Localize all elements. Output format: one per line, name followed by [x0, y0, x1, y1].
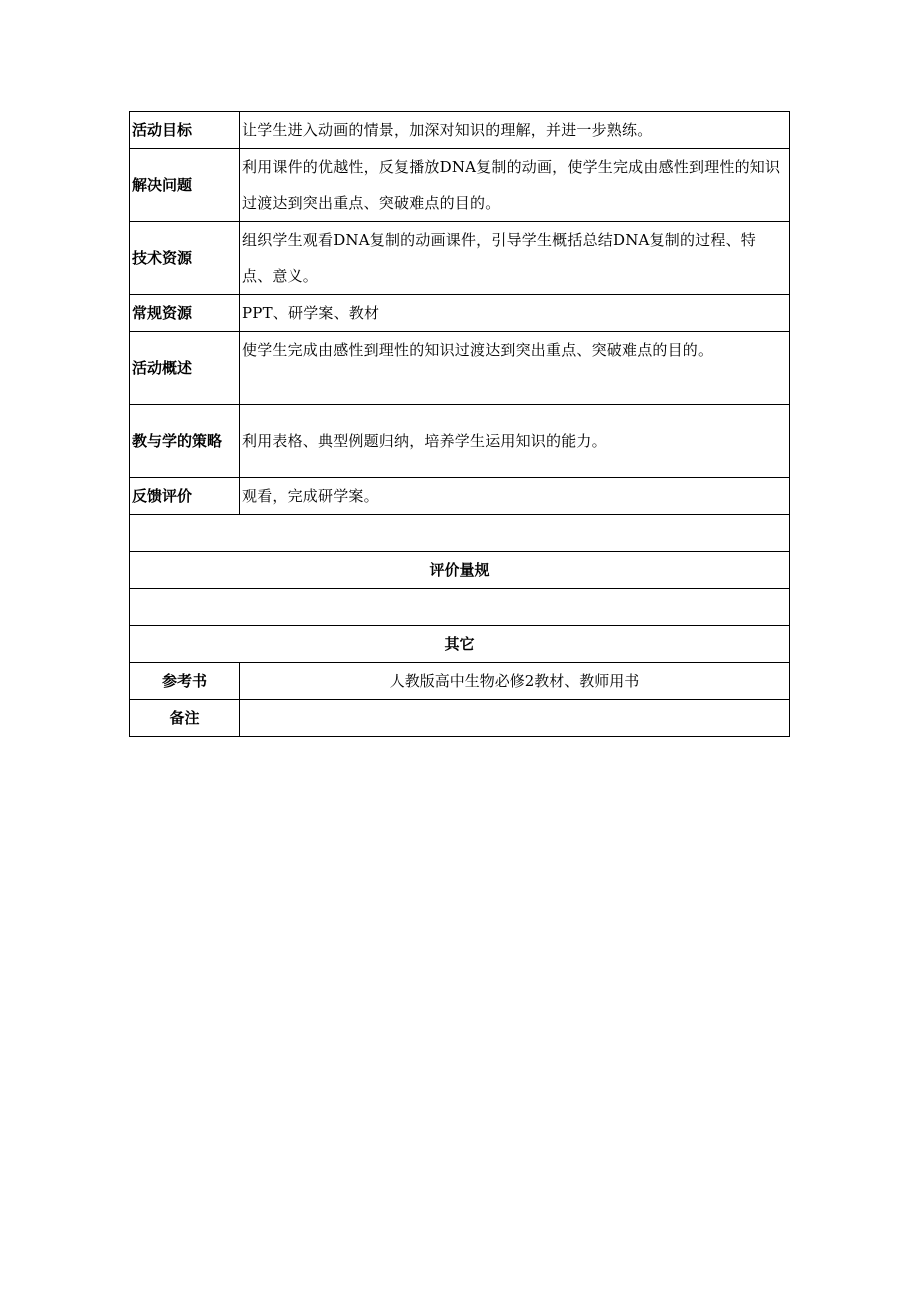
table-row	[130, 222, 790, 295]
table-row	[130, 149, 790, 222]
table-row	[130, 332, 790, 405]
empty-row	[130, 515, 790, 552]
remarks-label: 备注	[130, 700, 240, 737]
reference-label: 参考书	[130, 663, 240, 700]
remarks-content	[240, 700, 790, 737]
row-content: 利用课件的优越性，反复播放DNA复制的动画，使学生完成由感性到理性的知识过渡达到突出重点、突破难点的目的。	[240, 149, 790, 222]
row-label: 反馈评价	[130, 478, 240, 515]
empty-cell	[130, 589, 790, 626]
lesson-plan-table	[129, 111, 790, 737]
evaluation-rubric-heading: 评价量规	[130, 552, 790, 589]
reference-row	[130, 663, 790, 700]
empty-row	[130, 589, 790, 626]
table-row	[130, 295, 790, 332]
table-row	[130, 478, 790, 515]
row-content: 使学生完成由感性到理性的知识过渡达到突出重点、突破难点的目的。	[240, 332, 790, 405]
section-header-row	[130, 626, 790, 663]
row-content: 让学生进入动画的情景，加深对知识的理解，并进一步熟练。	[240, 112, 790, 149]
section-header-row	[130, 552, 790, 589]
remarks-row	[130, 700, 790, 737]
table-row	[130, 405, 790, 478]
table-row	[130, 112, 790, 149]
other-heading: 其它	[130, 626, 790, 663]
row-content: 利用表格、典型例题归纳，培养学生运用知识的能力。	[240, 405, 790, 478]
row-label: 活动概述	[130, 332, 240, 405]
row-label: 常规资源	[130, 295, 240, 332]
empty-cell	[130, 515, 790, 552]
row-label: 教与学的策略	[130, 405, 240, 478]
row-label: 解决问题	[130, 149, 240, 222]
row-label: 技术资源	[130, 222, 240, 295]
row-content: 组织学生观看DNA复制的动画课件，引导学生概括总结DNA复制的过程、特点、意义。	[240, 222, 790, 295]
row-label: 活动目标	[130, 112, 240, 149]
reference-content: 人教版高中生物必修2教材、教师用书	[240, 663, 790, 700]
row-content: PPT、研学案、教材	[240, 295, 790, 332]
row-content: 观看，完成研学案。	[240, 478, 790, 515]
